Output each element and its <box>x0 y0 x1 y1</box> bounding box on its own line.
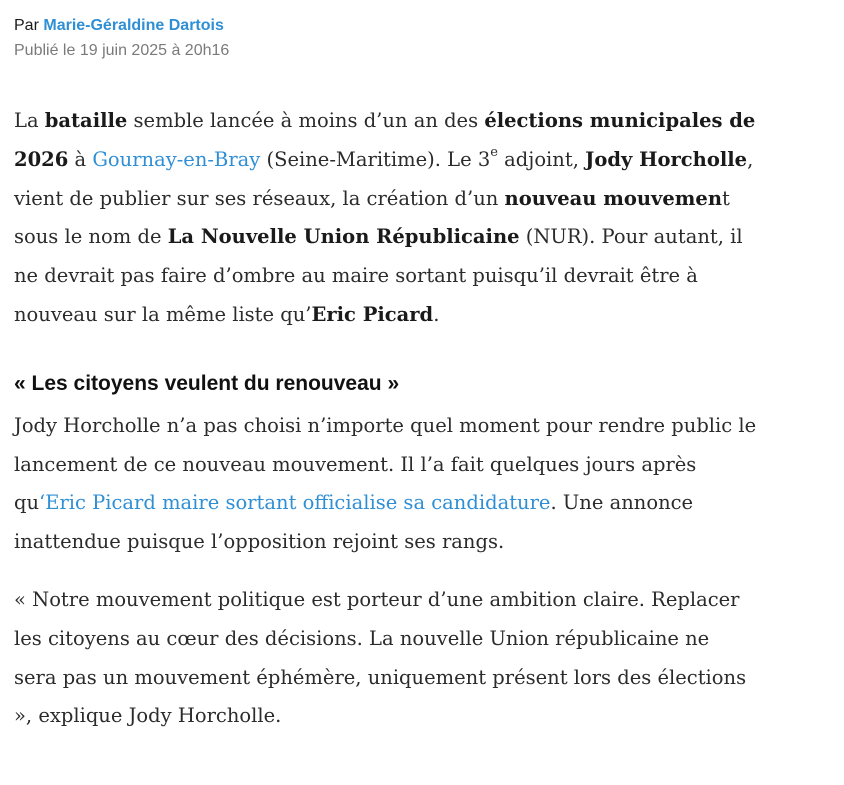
section-heading: « Les citoyens veulent du renouveau » <box>14 371 400 395</box>
text-segment: (Seine-Maritime). Le 3 <box>260 147 491 171</box>
text-segment: Jody Horcholle n’a pas choisi n’importe quel moment pour rendre public le lancement de ce nouveau mouvement. Il l’a fait quelques jours après qu <box>14 413 757 515</box>
bold-text: bataille <box>44 109 128 132</box>
text-segment: . <box>433 302 440 326</box>
bold-text: Eric Picard <box>311 302 434 326</box>
paragraph-intro <box>14 102 769 335</box>
bold-text: Jody Horcholle <box>585 147 748 171</box>
candidature-article-link[interactable]: ‘Eric Picard maire sortant officialise sa candidature <box>39 491 551 515</box>
paragraph-context <box>14 407 759 562</box>
byline-prefix: Par <box>14 17 39 34</box>
gournay-en-bray-link[interactable]: Gournay-en-Bray <box>92 147 261 171</box>
text-segment: (NUR). Pour autant, il ne devrait pas faire d’ombre au maire sortant puisqu’il devrait être à nouveau sur la même liste qu’ <box>14 225 743 326</box>
bold-text: élections municipales de 2026 <box>14 109 756 171</box>
text-segment: semble lancée à moins d’un an des <box>127 109 485 132</box>
text-segment: à <box>68 147 93 171</box>
text-segment: , vient de publier sur ses réseaux, la création d’un <box>14 147 754 210</box>
bold-text: La Nouvelle Union Républicaine <box>167 225 520 249</box>
text-segment: . Une annonce inattendue puisque l’opposition rejoint ses rangs. <box>14 491 694 554</box>
superscript: e <box>490 145 498 161</box>
article-body <box>14 102 774 736</box>
author-link[interactable]: Marie-Géraldine Dartois <box>43 17 224 34</box>
bold-text: nouveau mouvemen <box>504 186 723 210</box>
text-segment: adjoint, <box>497 147 586 171</box>
paragraph-quote: « Notre mouvement politique est porteur d’une ambition claire. Replacer les citoyens au cœur des décisions. La nouvelle Union républicaine ne sera pas un mouvement éphémère, uniquement présent lors des élections », explique Jody Horcholle. <box>14 587 747 728</box>
byline <box>14 15 224 37</box>
publication-date: Publié le 19 juin 2025 à 20h16 <box>14 42 230 59</box>
text-segment: La <box>14 109 45 132</box>
text-segment: t sous le nom de <box>14 186 730 249</box>
